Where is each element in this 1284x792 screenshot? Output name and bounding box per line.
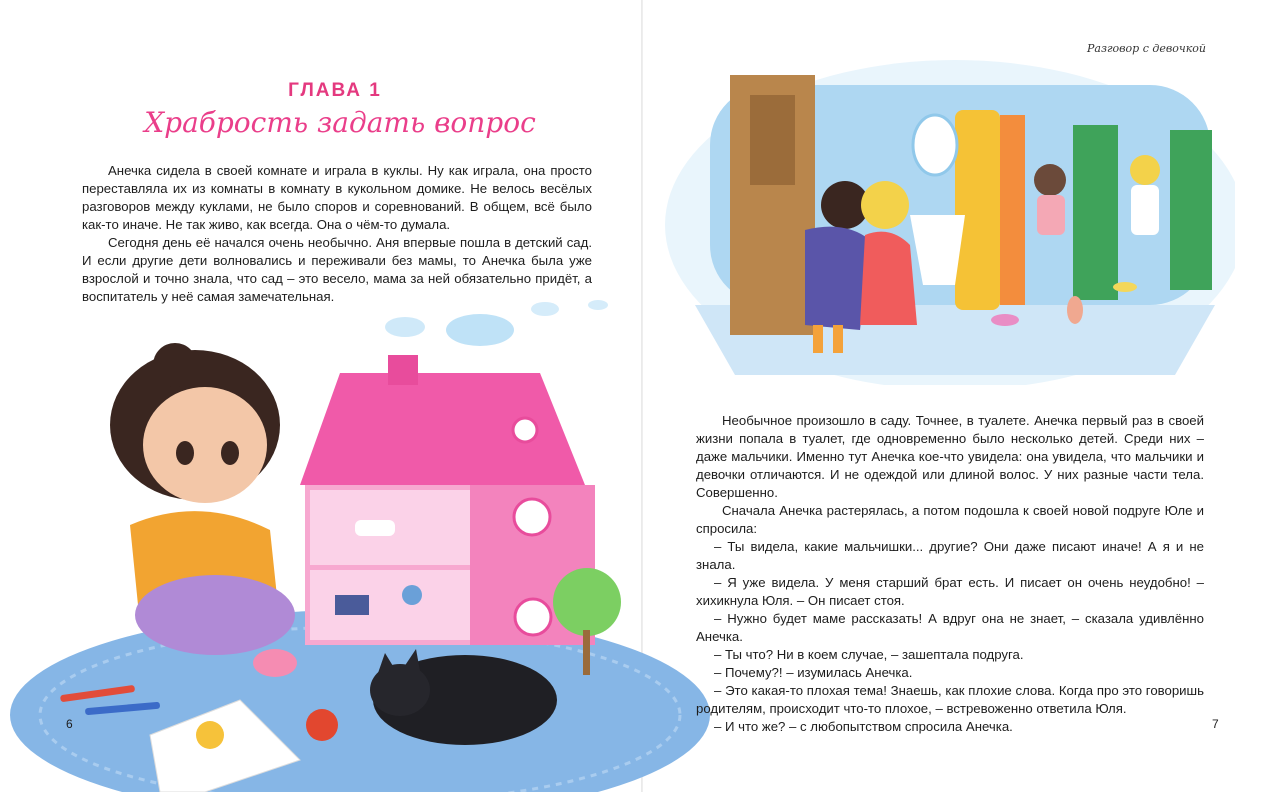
paragraph: Анечка сидела в своей комнате и играла в куклы. Ну как играла, она просто переставляла их из комнаты в комнату в кукольном домике. Не велось весёлых разговоров между куклами, не было споров и соревнований. В общем, всё было как-то иначе. Не так живо, как всегда. Она о чём-то думала. (82, 163, 592, 232)
right-page-text (696, 412, 1204, 736)
ball-illustration (306, 709, 338, 741)
cloud-illustration (446, 314, 514, 346)
stall-illustration (955, 110, 1000, 310)
cloud-illustration (385, 317, 425, 337)
illustration-girl-dollhouse (0, 295, 720, 792)
page-number-left: 6 (66, 717, 73, 731)
dialog-line: – Ты что? Ни в коем случае, – зашептала подруга. (714, 647, 1024, 662)
dialog-line: – Это какая-то плохая тема! Знаешь, как плохие слова. Когда про это говоришь родителям, происходит что-то плохое, – встревоженно ответила Юля. (696, 683, 1204, 716)
footprint-illustration (991, 314, 1019, 326)
left-page-text (82, 162, 592, 306)
mirror-illustration (913, 115, 957, 175)
dialog-line: – И что же? – с любопытством спросила Анечка. (714, 719, 1013, 734)
chapter-title: Храбрость задать вопрос (144, 106, 536, 139)
dialog-line: – Нужно будет маме рассказать! А вдруг она не знает, – сказала удивлённо Анечка. (696, 611, 1204, 644)
tree-illustration (553, 568, 621, 636)
dialog-line: – Я уже видела. У меня старший брат есть. И писает он очень неудобно! – хихикнула Юля. – Он писает стоя. (696, 575, 1204, 608)
paragraph: Сегодня день её начался очень необычно. Аня впервые пошла в детский сад. И если другие дети волновались и переживали без мамы, то Анечка была уже взрослой и точно знала, что сад – это весело, мама за ней обязательно придёт, а воспитатель у неё самая замечательная. (82, 235, 592, 304)
chapter-label: ГЛАВА 1 (288, 80, 382, 101)
dollhouse-illustration (300, 355, 595, 645)
page-number-right: 7 (1212, 717, 1219, 731)
illustration-bathroom (655, 55, 1235, 385)
dialog-line: – Ты видела, какие мальчишки... другие? Они даже писают иначе! А я и не знала. (696, 539, 1204, 572)
running-head: Разговор с девочкой (1087, 42, 1206, 55)
paragraph: Необычное произошло в саду. Точнее, в туалете. Анечка первый раз в своей жизни попала в туалет, где одновременно было несколько детей. Среди них – даже мальчики. Именно тут Анечка кое-что увидела: она увидела, что мальчики и девочки отличаются. И не одеждой или длиной волос. У них разные части тела. Совершенно. (696, 413, 1204, 500)
paragraph: Сначала Анечка растерялась, а потом подошла к своей новой подруге Юле и спросила: (696, 503, 1204, 536)
dialog-line: – Почему?! – изумилась Анечка. (714, 665, 913, 680)
girl-illustration (110, 343, 297, 677)
cloud-illustration (588, 300, 608, 310)
cloud-illustration (531, 302, 559, 316)
